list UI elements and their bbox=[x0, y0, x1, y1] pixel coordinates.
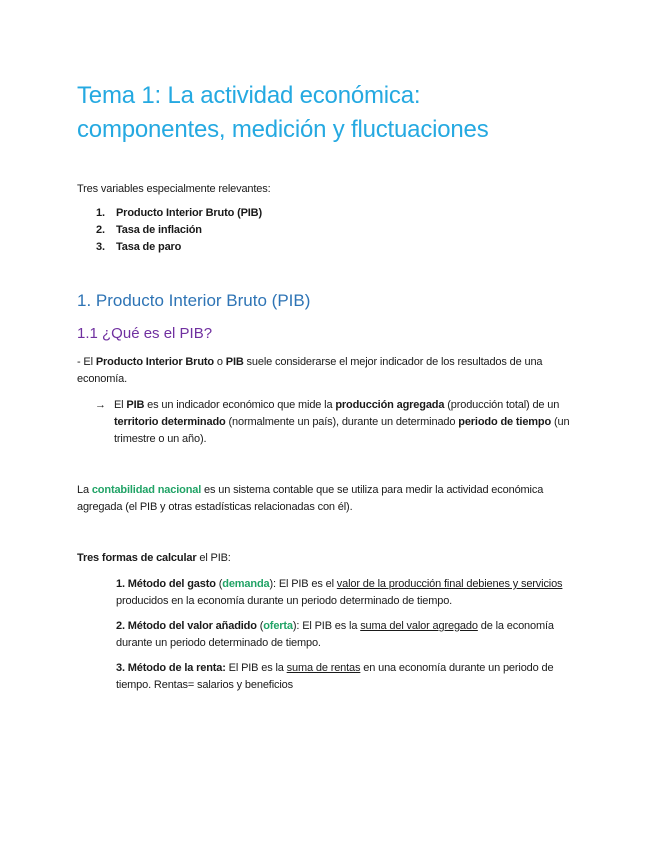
list-item: 1. Producto Interior Bruto (PIB) bbox=[96, 207, 262, 219]
national-accounting-paragraph: La contabilidad nacional es un sistema contable que se utiliza para medir la actividad económica agregada (el PIB y otras estadísticas relacionadas con él). bbox=[77, 484, 544, 513]
arrow-right-icon: → bbox=[95, 399, 106, 411]
variables-list bbox=[96, 205, 262, 256]
pib-measure-item: → El PIB es un indicador económico que mide la producción agregada (producción total) de un territorio determinado (normalmente un país), durante un determinado periodo de tiempo (un trimestre o un año). bbox=[95, 399, 570, 445]
method-item: 1. Método del gasto (demanda): El PIB es el valor de la producción final debienes y servicios producidos en la economía durante un periodo determinado de tiempo. bbox=[116, 578, 563, 607]
title-line-1: Tema 1: La actividad económica: bbox=[77, 82, 421, 109]
list-item: 2. Tasa de inflación bbox=[96, 224, 202, 236]
method-tag: oferta bbox=[263, 620, 293, 632]
method-item: 2. Método del valor añadido (oferta): El PIB es la suma del valor agregado de la economía durante un periodo determinado de tiempo. bbox=[116, 620, 554, 649]
title-line-2: componentes, medición y fluctuaciones bbox=[77, 116, 489, 143]
pib-definition-paragraph: - El Producto Interior Bruto o PIB suele considerarse el mejor indicador de los resultados de una economía. bbox=[77, 356, 543, 385]
highlight-term: contabilidad nacional bbox=[91, 484, 202, 496]
list-item: 3. Tasa de paro bbox=[96, 241, 182, 253]
page-title bbox=[77, 79, 637, 147]
intro-text: Tres variables especialmente relevantes: bbox=[77, 183, 271, 195]
subsection-heading: 1.1 ¿Qué es el PIB? bbox=[77, 325, 213, 342]
section-heading: 1. Producto Interior Bruto (PIB) bbox=[77, 291, 311, 310]
calculation-intro: Tres formas de calcular el PIB: bbox=[77, 552, 231, 564]
method-tag: demanda bbox=[222, 578, 270, 590]
method-item: 3. Método de la renta: El PIB es la suma de rentas en una economía durante un periodo de tiempo. Rentas= salarios y beneficios bbox=[116, 662, 554, 691]
